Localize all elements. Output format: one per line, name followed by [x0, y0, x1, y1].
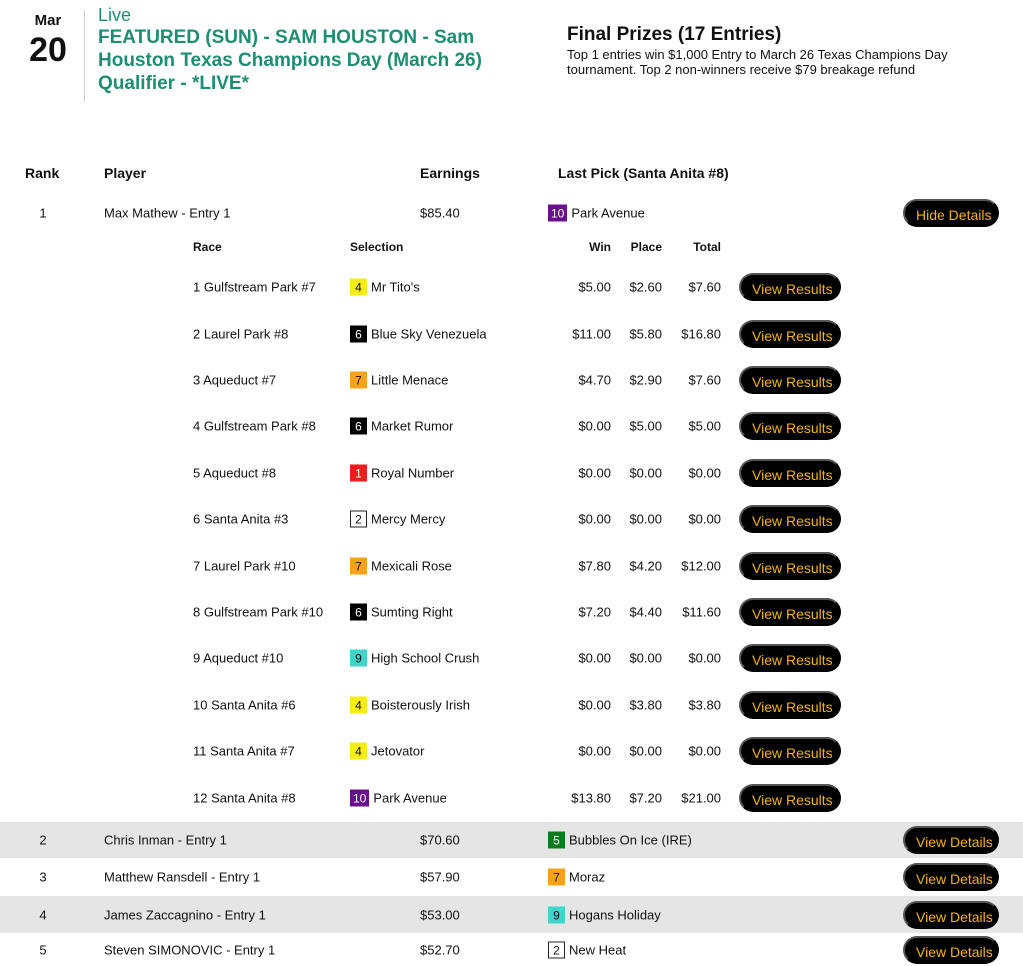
place-cell: $7.20	[629, 790, 662, 806]
earnings-cell: $70.60	[420, 832, 460, 848]
last-pick-cell	[548, 832, 692, 849]
program-number-badge: 10	[350, 790, 369, 807]
place-cell: $5.00	[629, 418, 662, 434]
race-cell: 8 Gulfstream Park #10	[193, 604, 324, 620]
rank-cell: 4	[39, 907, 47, 922]
program-number-badge: 4	[350, 743, 367, 760]
detail-row	[0, 735, 1023, 767]
win-cell: $13.80	[571, 790, 611, 806]
place-cell: $0.00	[629, 743, 662, 759]
column-header-last-pick: Last Pick (Santa Anita #8)	[558, 165, 729, 181]
horse-name: New Heat	[569, 942, 627, 957]
program-number-badge: 7	[350, 372, 367, 389]
prizes-description: Top 1 entries win $1,000 Entry to March 26 Texas Champions Day tournament. Top 2 non-winners receive $79 breakage refund	[567, 47, 948, 77]
program-number-badge: 6	[350, 418, 367, 435]
tournament-status: Live	[98, 5, 132, 25]
win-cell: $0.00	[578, 511, 611, 527]
place-cell: $0.00	[629, 465, 662, 481]
race-cell: 4 Gulfstream Park #8	[193, 418, 316, 434]
last-pick-cell	[548, 205, 645, 222]
hide-details-button[interactable]: Hide Details	[903, 199, 999, 227]
detail-row	[0, 364, 1023, 396]
horse-name: Mr Tito's	[371, 279, 420, 295]
detail-header-race: Race	[193, 240, 222, 254]
horse-name: Moraz	[569, 869, 606, 885]
tournament-info	[98, 4, 538, 95]
horse-name: Mercy Mercy	[371, 511, 446, 527]
place-cell: $4.20	[629, 558, 662, 574]
race-cell: 5 Aqueduct #8	[193, 465, 277, 481]
leaderboard-row	[0, 822, 1023, 858]
total-cell: $3.80	[688, 697, 721, 713]
prizes-info	[567, 24, 1017, 77]
earnings-cell: $52.70	[420, 942, 460, 957]
program-number-badge: 2	[350, 511, 367, 528]
total-cell: $7.60	[688, 372, 721, 388]
total-cell: $0.00	[688, 511, 721, 527]
earnings-cell: $57.90	[420, 869, 460, 885]
win-cell: $0.00	[578, 650, 611, 666]
program-number-badge: 9	[350, 650, 367, 667]
horse-name: Park Avenue	[373, 790, 447, 806]
view-results-button[interactable]: View Results	[739, 412, 841, 440]
selection-cell	[350, 697, 470, 714]
total-cell: $0.00	[688, 743, 721, 759]
player-cell: Max Mathew - Entry 1	[104, 205, 231, 221]
rank-cell: 1	[39, 205, 47, 221]
tournament-header	[0, 0, 1023, 120]
view-results-button[interactable]: View Results	[739, 598, 841, 626]
program-number-badge: 9	[548, 906, 565, 923]
win-cell: $0.00	[578, 418, 611, 434]
place-cell: $0.00	[629, 650, 662, 666]
selection-cell	[350, 743, 424, 760]
race-cell: 2 Laurel Park #8	[193, 326, 289, 342]
selection-cell	[350, 650, 479, 667]
program-number-badge: 6	[350, 604, 367, 621]
program-number-badge: 10	[548, 205, 567, 222]
win-cell: $7.80	[578, 558, 611, 574]
detail-row	[0, 782, 1023, 814]
detail-row	[0, 596, 1023, 628]
view-results-button[interactable]: View Results	[739, 784, 841, 812]
tournament-title: FEATURED (SUN) - SAM HOUSTON - Sam Houston Texas Champions Day (March 26) Qualifier - *LIVE*	[98, 27, 482, 94]
win-cell: $0.00	[578, 743, 611, 759]
total-cell: $0.00	[688, 650, 721, 666]
race-cell: 10 Santa Anita #6	[193, 697, 296, 713]
leaderboard-row	[0, 198, 1023, 228]
date-block	[24, 12, 72, 70]
horse-name: Mexicali Rose	[371, 558, 452, 574]
program-number-badge: 7	[548, 869, 565, 886]
detail-row	[0, 410, 1023, 442]
prizes-heading: Final Prizes (17 Entries)	[567, 24, 782, 45]
program-number-badge: 4	[350, 279, 367, 296]
program-number-badge: 1	[350, 465, 367, 482]
date-month: Mar	[34, 12, 62, 29]
place-cell: $4.40	[629, 604, 662, 620]
detail-row	[0, 271, 1023, 303]
place-cell: $3.80	[629, 697, 662, 713]
program-number-badge: 2	[548, 941, 565, 958]
date-day: 20	[29, 31, 67, 69]
win-cell: $5.00	[578, 279, 611, 295]
horse-name: Park Avenue	[571, 205, 645, 221]
horse-name: Market Rumor	[371, 418, 454, 434]
leaderboard-row	[0, 933, 1023, 966]
view-results-button[interactable]: View Results	[739, 691, 841, 719]
last-pick-cell	[548, 869, 605, 886]
view-results-button[interactable]: View Results	[739, 366, 841, 394]
selection-cell	[350, 418, 453, 435]
race-cell: 3 Aqueduct #7	[193, 372, 277, 388]
rank-cell: 5	[39, 942, 47, 957]
detail-row	[0, 503, 1023, 535]
horse-name: Sumting Right	[371, 604, 453, 620]
column-header-player: Player	[104, 165, 147, 181]
column-header-earnings: Earnings	[420, 165, 480, 181]
win-cell: $0.00	[578, 465, 611, 481]
selection-cell	[350, 465, 454, 482]
selection-cell	[350, 790, 447, 807]
place-cell: $5.80	[629, 326, 662, 342]
view-details-button[interactable]: View Details	[903, 936, 999, 964]
total-cell: $12.00	[681, 558, 721, 574]
earnings-cell: $53.00	[420, 907, 460, 922]
selection-cell	[350, 558, 452, 575]
detail-header-win: Win	[589, 240, 611, 254]
rank-cell: 2	[39, 832, 47, 848]
selection-cell	[350, 279, 420, 296]
total-cell: $5.00	[688, 418, 721, 434]
total-cell: $0.00	[688, 465, 721, 481]
horse-name: High School Crush	[371, 650, 480, 666]
leaderboard-row	[0, 896, 1023, 933]
total-cell: $7.60	[688, 279, 721, 295]
view-results-button[interactable]: View Results	[739, 644, 841, 672]
place-cell: $0.00	[629, 511, 662, 527]
total-cell: $16.80	[681, 326, 721, 342]
view-results-button[interactable]: View Results	[739, 320, 841, 348]
detail-header-total: Total	[693, 240, 721, 254]
view-details-button[interactable]: View Details	[903, 901, 999, 929]
race-cell: 9 Aqueduct #10	[193, 650, 284, 666]
horse-name: Little Menace	[371, 372, 449, 388]
program-number-badge: 4	[350, 697, 367, 714]
place-cell: $2.60	[629, 279, 662, 295]
view-results-button[interactable]: View Results	[739, 505, 841, 533]
header-divider	[84, 10, 85, 102]
view-results-button[interactable]: View Results	[739, 459, 841, 487]
win-cell: $11.00	[572, 326, 611, 342]
rank-cell: 3	[39, 869, 47, 885]
leaderboard-row	[0, 858, 1023, 896]
selection-cell	[350, 604, 453, 621]
program-number-badge: 5	[548, 832, 565, 849]
detail-row	[0, 318, 1023, 350]
player-cell: Chris Inman - Entry 1	[104, 832, 227, 848]
horse-name: Hogans Holiday	[569, 907, 661, 922]
horse-name: Jetovator	[371, 743, 425, 759]
detail-header-place: Place	[630, 240, 662, 254]
race-cell: 11 Santa Anita #7	[193, 743, 295, 759]
race-cell: 7 Laurel Park #10	[193, 558, 296, 574]
horse-name: Bubbles On Ice (IRE)	[569, 832, 692, 848]
last-pick-cell	[548, 906, 661, 923]
win-cell: $0.00	[578, 697, 611, 713]
total-cell: $21.00	[681, 790, 721, 806]
view-results-button[interactable]: View Results	[739, 273, 841, 301]
view-details-button[interactable]: View Details	[903, 826, 999, 854]
race-cell: 12 Santa Anita #8	[193, 790, 296, 806]
player-cell: Steven SIMONOVIC - Entry 1	[104, 942, 276, 957]
program-number-badge: 6	[350, 326, 367, 343]
view-details-button[interactable]: View Details	[903, 863, 999, 891]
detail-row	[0, 550, 1023, 582]
detail-row	[0, 689, 1023, 721]
selection-cell	[350, 511, 445, 528]
selection-cell	[350, 372, 448, 389]
detail-header-selection: Selection	[350, 240, 404, 254]
program-number-badge: 7	[350, 558, 367, 575]
horse-name: Blue Sky Venezuela	[371, 326, 487, 342]
total-cell: $11.60	[682, 604, 721, 620]
detail-row	[0, 457, 1023, 489]
earnings-cell: $85.40	[420, 205, 460, 221]
view-results-button[interactable]: View Results	[739, 552, 841, 580]
selection-cell	[350, 326, 487, 343]
place-cell: $2.90	[629, 372, 662, 388]
horse-name: Royal Number	[371, 465, 455, 481]
player-cell: James Zaccagnino - Entry 1	[104, 907, 266, 922]
player-cell: Matthew Ransdell - Entry 1	[104, 869, 261, 885]
horse-name: Boisterously Irish	[371, 697, 470, 713]
view-results-button[interactable]: View Results	[739, 737, 841, 765]
detail-row	[0, 642, 1023, 674]
column-header-rank: Rank	[25, 165, 60, 181]
race-cell: 6 Santa Anita #3	[193, 511, 289, 527]
win-cell: $7.20	[578, 604, 611, 620]
win-cell: $4.70	[578, 372, 611, 388]
last-pick-cell	[548, 941, 626, 958]
race-cell: 1 Gulfstream Park #7	[193, 279, 316, 295]
